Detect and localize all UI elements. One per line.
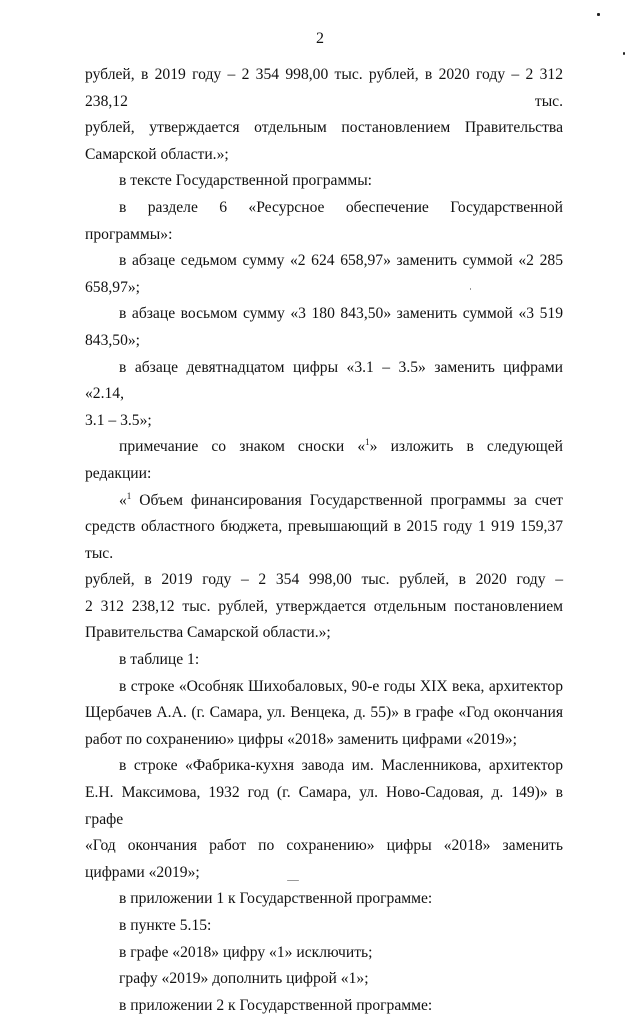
paragraph: в тексте Государственной программы: [119, 172, 373, 190]
paragraph: в абзаце седьмом сумму «2 624 658,97» заменить суммой «2 285 658,97»; [85, 252, 563, 296]
scan-speck [470, 288, 471, 290]
paragraph-line: в строке «Особняк Шихобаловых, 90-е годы XIX века, архитектор [119, 677, 563, 695]
paragraph-line: Щербачев А.А. (г. Самара, ул. Венцека, д. 55)» в графе «Год окончания [85, 704, 563, 722]
paragraph-line: 2 312 238,12 тыс. рублей, утверждается отдельным постановлением [85, 597, 563, 615]
paragraph-line: «Год окончания работ по сохранению» цифры «2018» заменить [85, 837, 563, 855]
scan-speck [597, 13, 600, 16]
paragraph: в графе «2018» цифру «1» исключить; [119, 943, 373, 961]
paragraph: в разделе 6 «Ресурсное обеспечение Государственной программы»: [85, 198, 563, 243]
paragraph: в таблице 1: [119, 651, 200, 669]
paragraph: в абзаце восьмом сумму «3 180 843,50» заменить суммой «3 519 843,50»; [85, 305, 563, 349]
text-fragment: примечание со знаком сноски « [119, 438, 366, 456]
paragraph-line: рублей, утверждается отдельным постановлением Правительства [85, 119, 563, 137]
paragraph: в пункте 5.15: [119, 917, 212, 934]
paragraph-line: Самарской области.»; [85, 145, 229, 163]
scan-speck [287, 880, 299, 881]
paragraph-line: Е.Н. Максимова, 1932 год (г. Самара, ул. Ново-Садовая, д. 149)» в графе [85, 784, 563, 828]
paragraph-line: средств областного бюджета, превышающий в 2015 году 1 919 159,37 тыс. [85, 518, 563, 562]
page-number: 2 [316, 30, 324, 47]
paragraph-line: рублей, в 2019 году – 2 354 998,00 тыс. рублей, в 2020 году – [85, 571, 563, 589]
paragraph-line: рублей, в 2019 году – 2 354 998,00 тыс. рублей, в 2020 году – 2 312 238,12 тыс. [85, 66, 563, 110]
paragraph-line [85, 488, 563, 515]
text-fragment: » изложить в следующей редакции: [85, 438, 564, 482]
paragraph-line: Правительства Самарской области.»; [85, 624, 331, 642]
paragraph: в приложении 2 к Государственной программе: [119, 996, 433, 1014]
footnote-mark: 1 [365, 437, 370, 448]
paragraph-line: в абзаце девятнадцатом цифры «3.1 – 3.5» заменить цифрами «2.14, [85, 358, 563, 403]
paragraph-line: 3.1 – 3.5»; [85, 411, 152, 429]
scan-speck [623, 52, 625, 55]
paragraph: графу «2019» дополнить цифрой «1»; [119, 970, 369, 988]
paragraph-line: работ по сохранению» цифры «2018» заменить цифрами «2019»; [85, 730, 517, 748]
paragraph-line: в строке «Фабрика-кухня завода им. Масленникова, архитектор [119, 757, 563, 775]
paragraph [85, 434, 563, 487]
paragraph-line: цифрами «2019»; [85, 863, 200, 881]
text-fragment: Объем финансирования Государственной программы за счет [131, 491, 563, 509]
document-body [85, 62, 563, 1019]
text-fragment: « [119, 491, 127, 509]
paragraph: в приложении 1 к Государственной программе: [119, 890, 433, 908]
footnote-mark: 1 [126, 490, 132, 501]
